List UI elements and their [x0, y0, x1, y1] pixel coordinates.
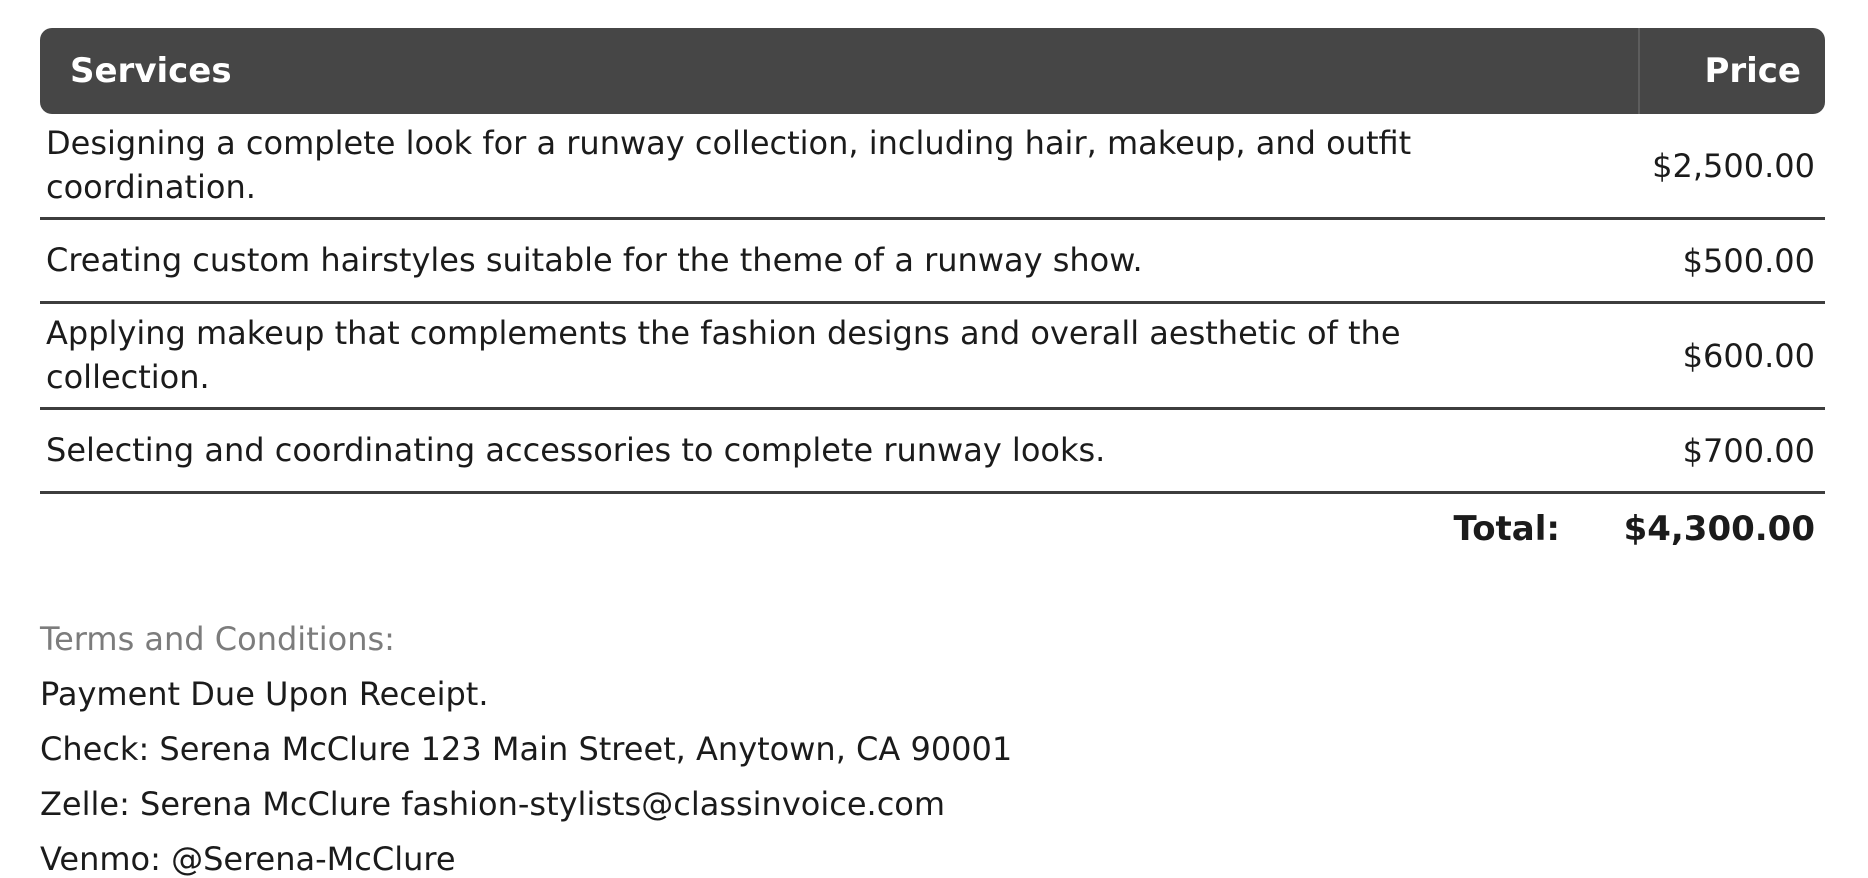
table-row	[40, 304, 1825, 410]
terms-section	[40, 620, 1825, 878]
table-row	[40, 114, 1825, 220]
service-cell: Applying makeup that complements the fashion designs and overall aesthetic of the collection.	[46, 314, 1401, 396]
table-header	[40, 28, 1825, 114]
terms-line-check: Check: Serena McClure 123 Main Street, Anytown, CA 90001	[40, 730, 1013, 769]
services-column-header: Services	[70, 51, 232, 91]
table-row	[40, 220, 1825, 304]
terms-line-venmo: Venmo: @Serena-McClure	[40, 840, 456, 878]
price-cell: $500.00	[1682, 241, 1815, 280]
terms-line-payment: Payment Due Upon Receipt.	[40, 675, 489, 714]
terms-heading: Terms and Conditions:	[40, 620, 395, 659]
service-cell: Designing a complete look for a runway collection, including hair, makeup, and outfit coordination.	[46, 124, 1412, 206]
price-column-header: Price	[1638, 28, 1825, 114]
price-cell: $600.00	[1682, 336, 1815, 375]
table-row	[40, 410, 1825, 494]
price-cell: $2,500.00	[1652, 146, 1815, 185]
terms-line-zelle: Zelle: Serena McClure fashion-stylists@classinvoice.com	[40, 785, 946, 824]
total-label: Total:	[1453, 509, 1560, 550]
price-cell: $700.00	[1682, 431, 1815, 470]
total-row	[40, 494, 1825, 564]
service-cell: Creating custom hairstyles suitable for the theme of a runway show.	[46, 240, 1143, 279]
service-cell: Selecting and coordinating accessories to complete runway looks.	[46, 430, 1106, 469]
services-table	[40, 28, 1825, 564]
total-value: $4,300.00	[1623, 509, 1815, 550]
